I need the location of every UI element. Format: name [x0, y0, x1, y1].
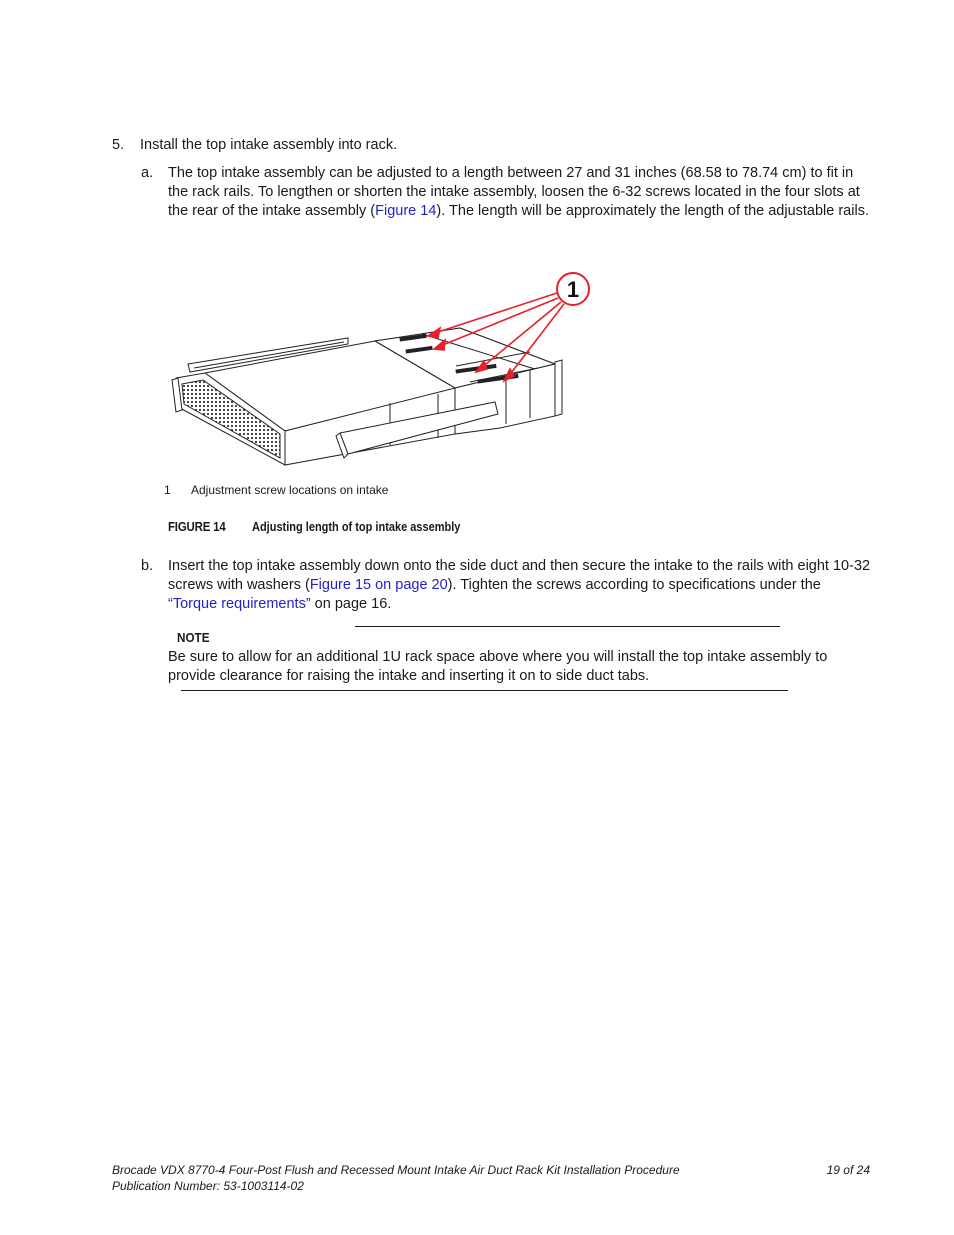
note-heading: NOTE — [177, 630, 210, 645]
legend-number: 1 — [164, 483, 171, 497]
figure-label: FIGURE 14 — [168, 519, 226, 534]
substep-b-text-middle: ). Tighten the screws according to specifications under the — [447, 577, 821, 593]
figure-14-link[interactable]: Figure 14 — [375, 203, 437, 219]
note-top-rule — [355, 626, 780, 627]
page-footer — [112, 1162, 872, 1194]
step-number: 5. — [112, 137, 125, 153]
figure-14-illustration — [170, 268, 600, 473]
substep-b-letter: b. — [141, 558, 154, 574]
substep-a-letter: a. — [141, 165, 154, 181]
substep-a-text-before: The top intake assembly can be adjusted to a length between 27 and 31 inches (68.58 to 78.74 cm) to fit in the rack rails. To lengthen or shorten the intake assembly, loosen the 6-32 screws located in the four slots at the rear of the intake assembly ( — [168, 165, 860, 219]
footer-title: Brocade VDX 8770-4 Four-Post Flush and Recessed Mount Intake Air Duct Rack Kit Installation Procedure — [112, 1163, 680, 1177]
footer-publication: Publication Number: 53-1003114-02 — [112, 1179, 304, 1193]
legend-text: Adjustment screw locations on intake — [191, 483, 389, 497]
step-text: Install the top intake assembly into rack. — [140, 137, 398, 153]
footer-page-number: 19 of 24 — [826, 1163, 870, 1177]
torque-requirements-link[interactable]: “Torque requirements” — [168, 596, 311, 612]
substep-b-text — [168, 557, 873, 614]
note-bottom-rule — [181, 690, 788, 691]
figure-15-link[interactable]: Figure 15 on page 20 — [309, 577, 448, 593]
figure-callout-number: 1 — [566, 277, 580, 302]
substep-b-text-after: on page 16. — [310, 596, 392, 612]
figure-caption: Adjusting length of top intake assembly — [252, 520, 461, 534]
substep-a-text-after: ). The length will be approximately the length of the adjustable rails. — [436, 203, 869, 219]
substep-b-text-before: Insert the top intake assembly down onto the side duct and then secure the intake to the rails with eight 10-32 screws with washers ( — [168, 558, 871, 593]
note-text: Be sure to allow for an additional 1U rack space above where you will install the top intake assembly to provide clearance for raising the intake and inserting it on to side duct tabs. — [168, 649, 828, 684]
substep-a-text — [168, 164, 873, 221]
